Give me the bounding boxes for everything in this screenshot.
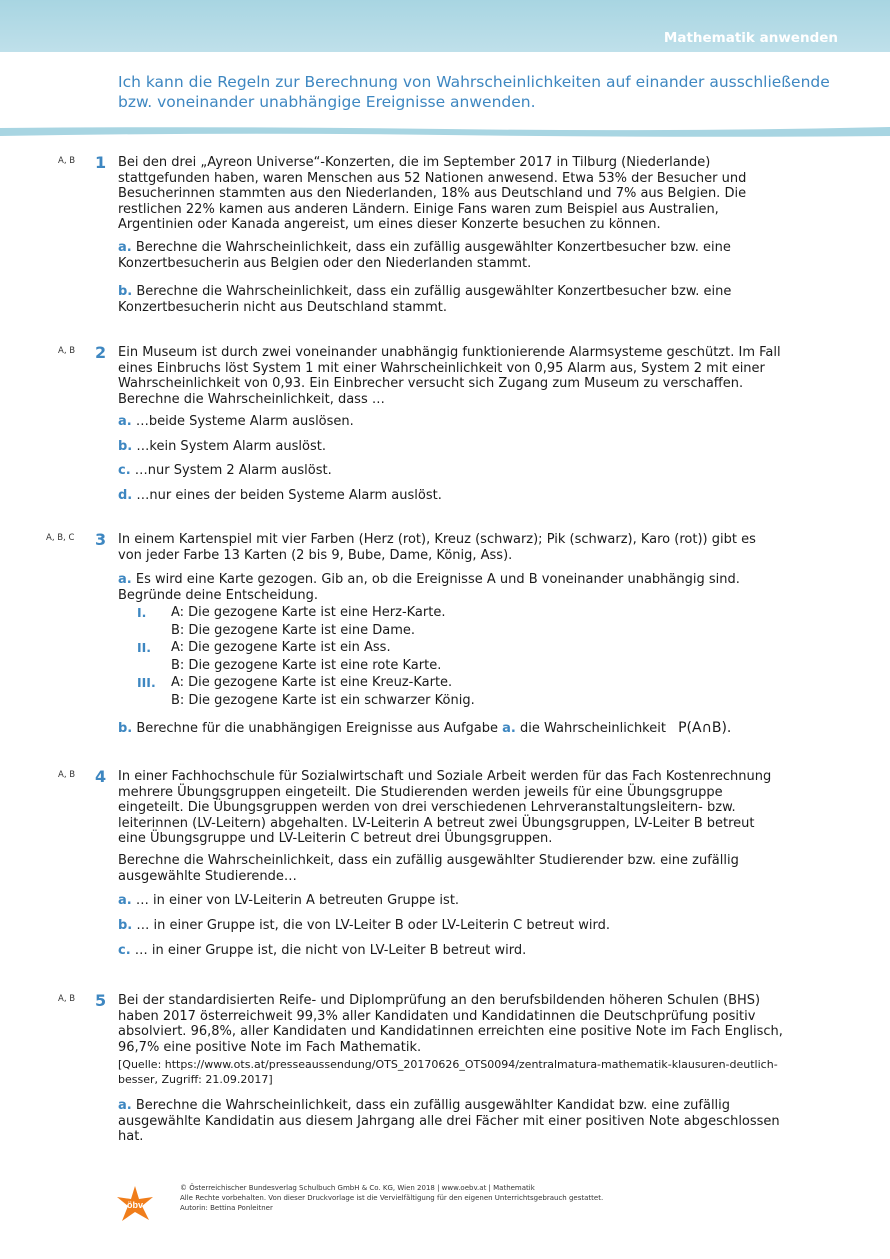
case-label: II. [137,640,152,655]
task-intro: In einer Fachhochschule für Sozialwirtschaft und Soziale Arbeit werden für das Fach Kostenrechnung mehrere Übungsgruppen eingeteilt. Die Studierenden werden jeweils für eine Übungsgruppe eingeteilt. Die Übungsgruppen werden von drei verschiedenen Lehrveranstaltungsleitern- bzw. leiterinnen (LV-Leitern) abgehalten. LV-Leiterin A betreut zwei Übungsgruppen, LV-Leiter B betreut eine Übungsgruppe und LV-Leiterin C betreut drei Übungsgruppen. [118,769,772,846]
task-intro: Ein Museum ist durch zwei voneinander unabhängig funktionierende Alarmsysteme geschützt. Im Fall eines Einbruchs löst System 1 mit einer Wahrscheinlichkeit von 0,95 Alarm aus, System 2 mit einer Wahrscheinlichkeit von 0,93. Ein Einbrecher versucht sich Zugang zum Museum zu verschaffen. Berechne die Wahrscheinlichkeit, dass … [118,345,781,407]
subtask-b [118,284,783,315]
subtask-text: …beide Systeme Alarm auslösen. [135,414,354,429]
footer-rights: Alle Rechte vorbehalten. Von dieser Druckvorlage ist die Vervielfältigung für den eigenen Unterrichtsgebrauch gestattet. [180,1194,604,1202]
subtask-label: c. [118,463,131,478]
case-label: III. [137,675,156,690]
task-question: Berechne die Wahrscheinlichkeit, dass ein zufällig ausgewählter Studierender bzw. eine zufällig ausgewählte Studierende… [118,853,739,884]
header-band [0,0,890,52]
subtask-label: b. [118,439,133,454]
learning-goal: Ich kann die Regeln zur Berechnung von Wahrscheinlichkeiten auf einander ausschließende bzw. voneinander unabhängige Ereignisse anwenden. [118,73,830,111]
subtask-c [118,943,783,959]
task-tag: A, B [58,346,76,356]
subtask-text: … in einer Gruppe ist, die von LV-Leiter B oder LV-Leiterin C betreut wird. [136,918,610,933]
task-tag: A, B, C [46,533,75,543]
subtask-text: … in einer von LV-Leiterin A betreuten Gruppe ist. [135,893,460,908]
logo-text: öbv [126,1200,144,1210]
task-tag: A, B [58,994,76,1004]
subtask-label: b. [118,284,133,299]
task-number: 1 [95,153,107,172]
subtask-text: die Wahrscheinlichkeit [520,721,666,736]
case-label: I. [137,605,147,620]
subtask-text: …kein System Alarm auslöst. [136,439,326,454]
subtask-text: …nur eines der beiden Systeme Alarm auslöst. [136,488,442,503]
subtask-label: b. [118,918,133,933]
subtask-label: a. [118,414,132,429]
decorative-wave-band [0,126,890,138]
subtask-b [118,721,783,737]
task-number: 5 [95,991,107,1010]
subtask-text: Berechne die Wahrscheinlichkeit, dass ein zufällig ausgewählter Kandidat bzw. eine zufällig ausgewählte Kandidatin aus diesem Jahrgang alle drei Fächer mit einer positiven Note abgeschlossen hat. [118,1098,780,1144]
case-event-b: B: Die gezogene Karte ist ein schwarzer König. [171,693,475,708]
subtask-d [118,488,783,504]
case-event-a: A: Die gezogene Karte ist eine Herz-Karte. [171,605,446,620]
probability-formula: P(A∩B). [678,720,732,736]
case-event-b: B: Die gezogene Karte ist eine Dame. [171,623,416,638]
footer-author: Autorin: Bettina Ponleitner [180,1204,273,1212]
subtask-text: Berechne die Wahrscheinlichkeit, dass ein zufällig ausgewählter Konzertbesucher bzw. eine Konzertbesucherin nicht aus Deutschland stammt. [118,284,732,315]
subtask-label: a. [118,572,132,587]
publisher-logo-icon [116,1185,154,1223]
case-event-b: B: Die gezogene Karte ist eine rote Karte. [171,658,442,673]
task-intro: Bei der standardisierten Reife- und Diplomprüfung an den berufsbildenden höheren Schulen (BHS) haben 2017 österreichweit 99,3% aller Kandidaten und Kandidatinnen die Deutschprüfung positiv absolviert. 96,8%, aller Kandidaten und Kandidatinnen erreichten eine positive Note im Fach Englisch, 96,7% eine positive Note im Fach Mathematik. [118,993,783,1055]
subtask-a [118,572,783,603]
task-intro: In einem Kartenspiel mit vier Farben (Herz (rot), Kreuz (schwarz); Pik (schwarz), Karo (rot)) gibt es von jeder Farbe 13 Karten (2 bis 9, Bube, Dame, König, Ass). [118,532,756,563]
task-intro: Bei den drei „Ayreon Universe“-Konzerten, die im September 2017 in Tilburg (Niederlande) stattgefunden haben, waren Menschen aus 52 Nationen anwesend. Etwa 53% der Besucher und Besucherinnen stammten aus den Niederlanden, 18% aus Deutschland und 7% aus Belgien. Die restlichen 22% kamen aus anderen Ländern. Einige Fans waren zum Beispiel aus Australien, Argentinien oder Kanada angereist, um eines dieser Konzerte besuchen zu können. [118,155,747,232]
case-event-a: A: Die gezogene Karte ist ein Ass. [171,640,391,655]
subtask-label: a. [118,893,132,908]
subtask-text: … in einer Gruppe ist, die nicht von LV-Leiter B betreut wird. [134,943,527,958]
subtask-a [118,893,783,909]
task-number: 4 [95,767,107,786]
subtask-a [118,1098,783,1145]
subtask-a [118,240,783,271]
task-number: 3 [95,530,107,549]
task-tag: A, B [58,770,76,780]
case-event-a: A: Die gezogene Karte ist eine Kreuz-Karte. [171,675,453,690]
subtask-reference: a. [502,721,516,736]
source-citation: [Quelle: https://www.ots.at/presseaussendung/OTS_20170626_OTS0094/zentralmatura-mathematik-klausuren-deutlich-besser, Zugriff: 21.09.2017] [118,1058,778,1086]
subtask-a [118,414,783,430]
subtask-c [118,463,783,479]
task-number: 2 [95,343,107,362]
subtask-b [118,439,783,455]
subtask-label: b. [118,721,133,736]
subtask-label: a. [118,240,132,255]
section-title: Mathematik anwenden [663,30,838,46]
subtask-label: d. [118,488,133,503]
subtask-b [118,918,783,934]
subtask-text: Es wird eine Karte gezogen. Gib an, ob die Ereignisse A und B voneinander unabhängig sind. Begründe deine Entscheidung. [118,572,740,603]
footer [180,1183,603,1213]
footer-copyright: © Österreichischer Bundesverlag Schulbuch GmbH & Co. KG, Wien 2018 | www.oebv.at | Mathematik [180,1184,535,1192]
subtask-text: …nur System 2 Alarm auslöst. [134,463,332,478]
subtask-label: c. [118,943,131,958]
subtask-label: a. [118,1098,132,1113]
task-tag: A, B [58,156,76,166]
subtask-text: Berechne für die unabhängigen Ereignisse aus Aufgabe [136,721,498,736]
subtask-text: Berechne die Wahrscheinlichkeit, dass ein zufällig ausgewählter Konzertbesucher bzw. eine Konzertbesucherin aus Belgien oder den Niederlanden stammt. [118,240,731,271]
